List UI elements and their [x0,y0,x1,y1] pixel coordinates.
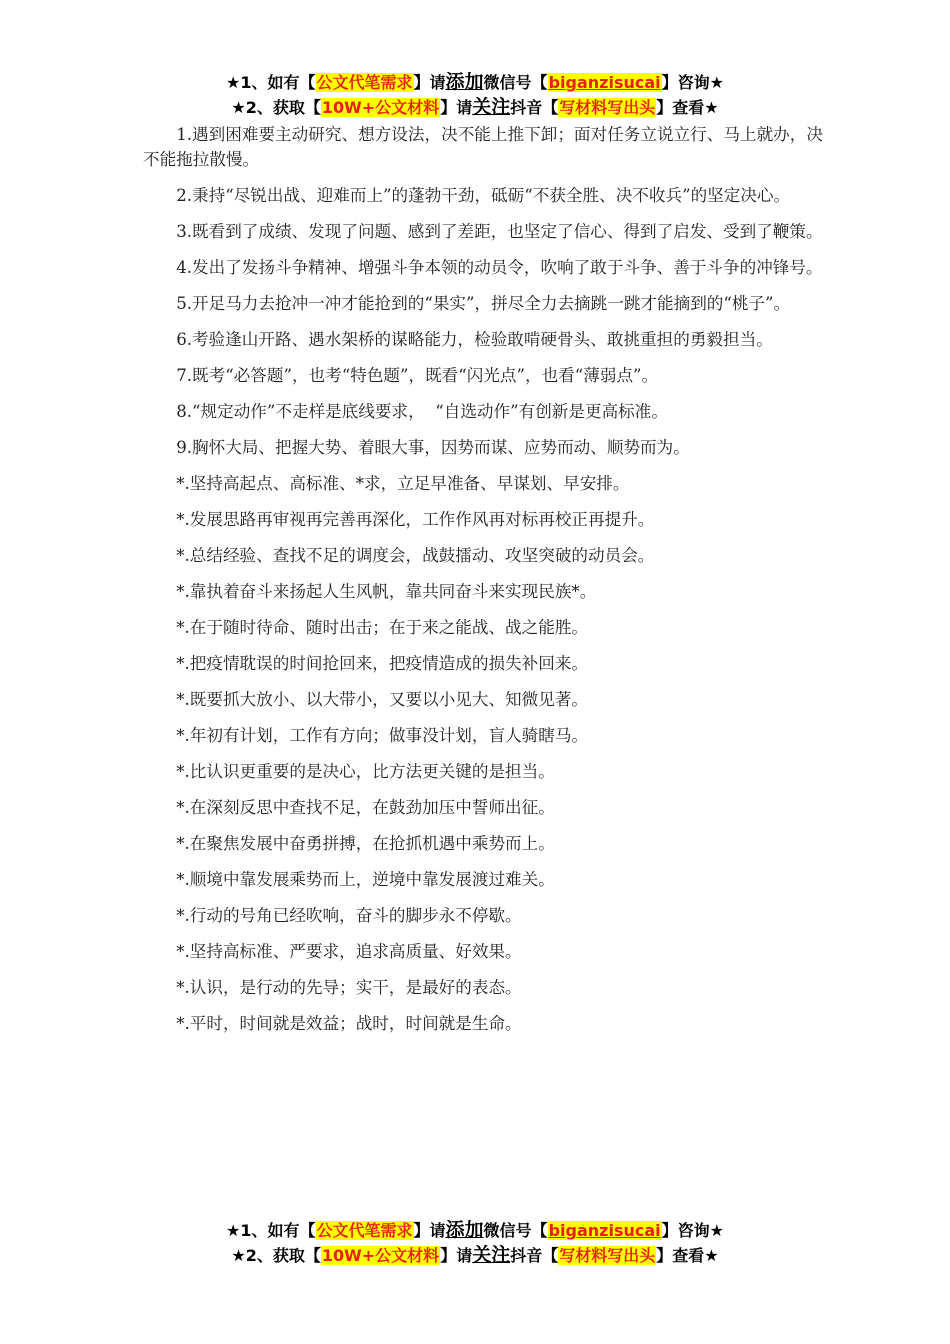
list-item: 5.开足马力去抢冲一冲才能抢到的“果实”，拼尽全力去摘跳一跳才能摘到的“桃子”。 [176,294,791,313]
document-body [143,122,823,1047]
highlight-text: biganzisucai [548,73,661,92]
banner-line-1 [0,70,950,95]
list-item: *.在于随时待命、随时出击；在于来之能战、战之能胜。 [176,618,589,637]
list-item: *.靠执着奋斗来扬起人生风帆，靠共同奋斗来实现民族*。 [176,582,597,601]
banner-text: 】咨询★ [661,1221,724,1240]
banner-text: 抖音【 [510,98,559,117]
list-item: 9.胸怀大局、把握大势、着眼大事，因势而谋、应势而动、顺势而为。 [176,438,690,457]
emphasis-text: 关注 [472,1244,511,1266]
list-item: *.平时，时间就是效益；战时，时间就是生命。 [176,1014,522,1033]
banner-text: ★1、如有【 [226,1221,316,1240]
list-item: *.比认识更重要的是决心，比方法更关键的是担当。 [176,762,555,781]
highlight-text: 公文代笔需求 [316,1221,413,1240]
list-item: 8.“规定动作”不走样是底线要求， “自选动作”有创新是更高标准。 [176,402,668,421]
highlight-text: 公文代笔需求 [316,73,413,92]
list-item: *.年初有计划，工作有方向；做事没计划，盲人骑瞎马。 [176,726,589,745]
list-item: *.把疫情耽误的时间抢回来，把疫情造成的损失补回来。 [176,654,589,673]
banner-line-1 [0,1218,950,1243]
list-item: 3.既看到了成绩、发现了问题、感到了差距，也坚定了信心、得到了启发、受到了鞭策。 [176,222,823,241]
banner-text: 】请 [440,1246,473,1265]
banner-text: 】查看★ [656,98,719,117]
list-item: *.在深刻反思中查找不足，在鼓劲加压中誓师出征。 [176,798,555,817]
highlight-text: 10W+公文材料 [321,98,440,117]
banner-text: 】咨询★ [661,73,724,92]
list-item: *.发展思路再审视再完善再深化，工作作风再对标再校正再提升。 [176,510,655,529]
emphasis-text: 添加 [445,1219,484,1241]
list-item: 6.考验逢山开路、遇水架桥的谋略能力，检验敢啃硬骨头、敢挑重担的勇毅担当。 [176,330,773,349]
list-item: 1.遇到困难要主动研究、想方设法，决不能上推下卸；面对任务立说立行、马上就办，决不能拖拉散慢。 [143,125,823,169]
banner-text: ★2、获取【 [231,1246,321,1265]
banner-text: ★2、获取【 [231,98,321,117]
emphasis-text: 关注 [472,96,511,118]
list-item: *.总结经验、查找不足的调度会，战鼓擂动、攻坚突破的动员会。 [176,546,655,565]
list-item: *.认识，是行动的先导；实干，是最好的表态。 [176,978,522,997]
list-item: *.行动的号角已经吹响，奋斗的脚步永不停歇。 [176,906,522,925]
banner-text: 】查看★ [656,1246,719,1265]
banner-text: ★1、如有【 [226,73,316,92]
banner-text: 微信号【 [483,1221,548,1240]
list-item: *.坚持高标准、严要求，追求高质量、好效果。 [176,942,522,961]
list-item: 2.秉持“尽锐出战、迎难而上”的蓬勃干劲，砥砺“不获全胜、决不收兵”的坚定决心。 [176,186,791,205]
list-item: *.既要抓大放小、以大带小，又要以小见大、知微见著。 [176,690,589,709]
highlight-text: 10W+公文材料 [321,1246,440,1265]
list-item: 4.发出了发扬斗争精神、增强斗争本领的动员令，吹响了敢于斗争、善于斗争的冲锋号。 [176,258,823,277]
header-banner [0,70,950,120]
banner-text: 】请 [413,1221,446,1240]
banner-line-2 [0,1243,950,1268]
highlight-text: 写材料写出头 [559,98,656,117]
banner-text: 】请 [440,98,473,117]
list-item: *.坚持高起点、高标准、*求，立足早准备、早谋划、早安排。 [176,474,630,493]
list-item: 7.既考“必答题”，也考“特色题”，既看“闪光点”，也看“薄弱点”。 [176,366,659,385]
highlight-text: 写材料写出头 [559,1246,656,1265]
banner-text: 】请 [413,73,446,92]
footer-banner [0,1218,950,1268]
emphasis-text: 添加 [445,71,484,93]
list-item: *.顺境中靠发展乘势而上，逆境中靠发展渡过难关。 [176,870,555,889]
list-item: *.在聚焦发展中奋勇拼搏，在抢抓机遇中乘势而上。 [176,834,555,853]
banner-line-2 [0,95,950,120]
banner-text: 抖音【 [510,1246,559,1265]
highlight-text: biganzisucai [548,1221,661,1240]
banner-text: 微信号【 [483,73,548,92]
